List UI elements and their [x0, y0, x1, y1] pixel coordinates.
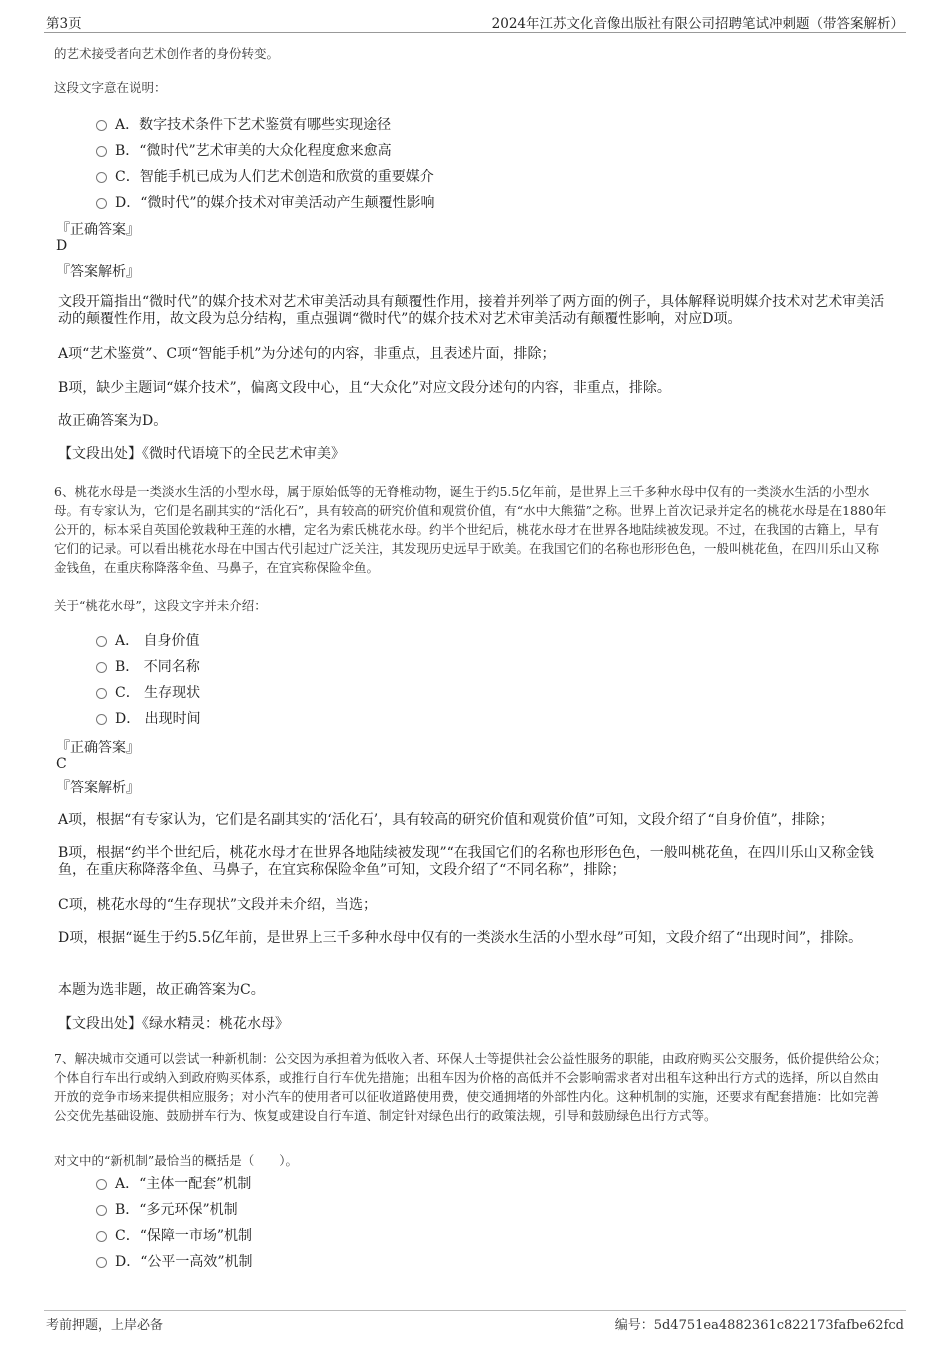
q6-analysis-para: 本题为选非题，故正确答案为C。 — [58, 982, 265, 998]
option-label: C．智能手机已成为人们艺术创造和欣赏的重要媒介 — [115, 169, 434, 185]
option-label: B． 不同名称 — [115, 659, 200, 675]
option-label: B．“多元环保”机制 — [115, 1202, 238, 1218]
q6-analysis-para: B项，根据“约半个世纪后，桃花水母才在世界各地陆续被发现”“在我国它们的名称也形形色色，一般叫桃花鱼，在四川乐山又称金钱鱼，在重庆称降落伞鱼、马鼻子，在宜宾称保险伞鱼”可知，文段介绍了“不同名称”，排除； — [58, 845, 874, 878]
radio-icon[interactable] — [96, 636, 107, 647]
q6-option-a[interactable] — [115, 630, 200, 650]
q5-source: 【文段出处】《微时代语境下的全民艺术审美》 — [58, 446, 345, 462]
q7-option-a[interactable] — [115, 1173, 251, 1193]
radio-icon[interactable] — [96, 688, 107, 699]
q5-analysis-para: B项，缺少主题词“媒介技术”，偏离文段中心，且“大众化”对应文段分述句的内容，非重点，排除。 — [58, 380, 671, 396]
q5-option-b[interactable] — [115, 140, 392, 160]
radio-icon[interactable] — [96, 714, 107, 725]
option-label: A． 自身价值 — [115, 633, 200, 649]
option-label: C． 生存现状 — [115, 685, 201, 701]
footer-serial: 编号：5d4751ea4882361c822173fafbe62fcd — [614, 1318, 904, 1333]
q6-analysis-label: 『答案解析』 — [56, 780, 140, 796]
q5-analysis-label: 『答案解析』 — [56, 264, 140, 280]
option-label: D． 出现时间 — [115, 711, 201, 727]
radio-icon[interactable] — [96, 1179, 107, 1190]
q6-analysis-para: D项，根据“诞生于约5.5亿年前，是世界上三千多种水母中仅有的一类淡水生活的小型水母”可知，文段介绍了“出现时间”，排除。 — [58, 930, 863, 946]
q6-option-b[interactable] — [115, 656, 200, 676]
q6-stem: 关于“桃花水母”，这段文字并未介绍： — [54, 598, 267, 613]
q5-option-c[interactable] — [115, 166, 434, 186]
radio-icon[interactable] — [96, 1205, 107, 1216]
q5-passage-tail: 的艺术接受者向艺术创作者的身份转变。 — [54, 46, 280, 61]
q5-analysis-para: 文段开篇指出“微时代”的媒介技术对艺术审美活动具有颠覆性作用，接着并列举了两方面的例子，具体解释说明媒介技术对艺术审美活动的颠覆性作用，故文段为总分结构，重点强调“微时代”的媒介技术对艺术审美活动有颠覆性影响，对应D项。 — [58, 294, 885, 327]
q6-analysis-para: C项，桃花水母的“生存现状”文段并未介绍，当选； — [58, 897, 378, 913]
q7-option-c[interactable] — [115, 1225, 252, 1245]
q6-option-c[interactable] — [115, 682, 200, 702]
q5-option-d[interactable] — [115, 192, 435, 212]
footer-divider — [44, 1310, 906, 1311]
q6-answer-label: 『正确答案』 — [56, 740, 140, 756]
radio-icon[interactable] — [96, 1231, 107, 1242]
q6-analysis-para: A项，根据“有专家认为，它们是名副其实的‘活化石’，具有较高的研究价值和观赏价值”可知，文段介绍了“自身价值”，排除； — [58, 812, 834, 828]
q7-option-b[interactable] — [115, 1199, 238, 1219]
option-label: D．“微时代”的媒介技术对审美活动产生颠覆性影响 — [115, 195, 435, 211]
option-label: C．“保障一市场”机制 — [115, 1228, 253, 1244]
q6-answer: C — [56, 756, 67, 772]
q6-option-d[interactable] — [115, 708, 201, 728]
radio-icon[interactable] — [96, 172, 107, 183]
radio-icon[interactable] — [96, 146, 107, 157]
radio-icon[interactable] — [96, 662, 107, 673]
option-label: A．“主体一配套”机制 — [115, 1176, 252, 1192]
q7-option-d[interactable] — [115, 1251, 253, 1271]
radio-icon[interactable] — [96, 120, 107, 131]
option-label: A．数字技术条件下艺术鉴赏有哪些实现途径 — [115, 117, 392, 133]
q5-option-a[interactable] — [115, 114, 391, 134]
q7-passage: 7、解决城市交通可以尝试一种新机制：公交因为承担着为低收入者、环保人士等提供社会公益性服务的职能，由政府购买公交服务，低价提供给公众；个体自行车出行或纳入到政府购买体系，或推行自行车优先措施；出租车因为价格的高低并不会影响需求者对出租车这种出行方式的选择，所以自然由开放的竞争市场来提供相应服务；对小汽车的使用者可以征收道路使用费，使交通拥堵的外部性内化。这种机制的实施，还要求有配套措施：比如完善公交优先基础设施、鼓励拼车行为、恢复或建设自行车道、制定针对绿色出行的政策法规，引导和鼓励绿色出行方式等。 — [54, 1051, 887, 1123]
q5-stem: 这段文字意在说明： — [54, 80, 167, 95]
q5-answer: D — [56, 238, 68, 254]
footer-slogan: 考前押题，上岸必备 — [46, 1318, 164, 1333]
radio-icon[interactable] — [96, 198, 107, 209]
document-title: 2024年江苏文化音像出版社有限公司招聘笔试冲刺题（带答案解析） — [491, 16, 904, 32]
q5-answer-label: 『正确答案』 — [56, 222, 140, 238]
q7-stem: 对文中的“新机制”最恰当的概括是（ ）。 — [54, 1153, 299, 1168]
q5-analysis-para: A项“艺术鉴赏”、C项“智能手机”为分述句的内容，非重点，且表述片面，排除； — [58, 346, 556, 362]
page-number: 第3页 — [46, 16, 82, 32]
header-divider — [44, 32, 906, 33]
option-label: D．“公平一高效”机制 — [115, 1254, 253, 1270]
radio-icon[interactable] — [96, 1257, 107, 1268]
option-label: B．“微时代”艺术审美的大众化程度愈来愈高 — [115, 143, 392, 159]
q6-passage: 6、桃花水母是一类淡水生活的小型水母，属于原始低等的无脊椎动物，诞生于约5.5亿年前，是世界上三千多种水母中仅有的一类淡水生活的小型水母。有专家认为，它们是名副其实的“活化石”，具有较高的研究价值和观赏价值，有“水中大熊猫”之称。世界上首次记录并定名的桃花水母是在1880年公开的，标本采自英国伦敦栽种王莲的水槽，定名为索氏桃花水母。约半个世纪后，桃花水母才在世界各地陆续被发现。不过，在我国的古籍上，早有它们的记录。可以看出桃花水母在中国古代引起过广泛关注，其发现历史远早于欧美。在我国它们的名称也形形色色，一般叫桃花鱼，在四川乐山又称金钱鱼，在重庆称降落伞鱼、马鼻子，在宜宾称保险伞鱼。 — [54, 484, 887, 575]
q6-source: 【文段出处】《绿水精灵：桃花水母》 — [58, 1016, 289, 1032]
q5-analysis-para: 故正确答案为D。 — [58, 413, 168, 429]
